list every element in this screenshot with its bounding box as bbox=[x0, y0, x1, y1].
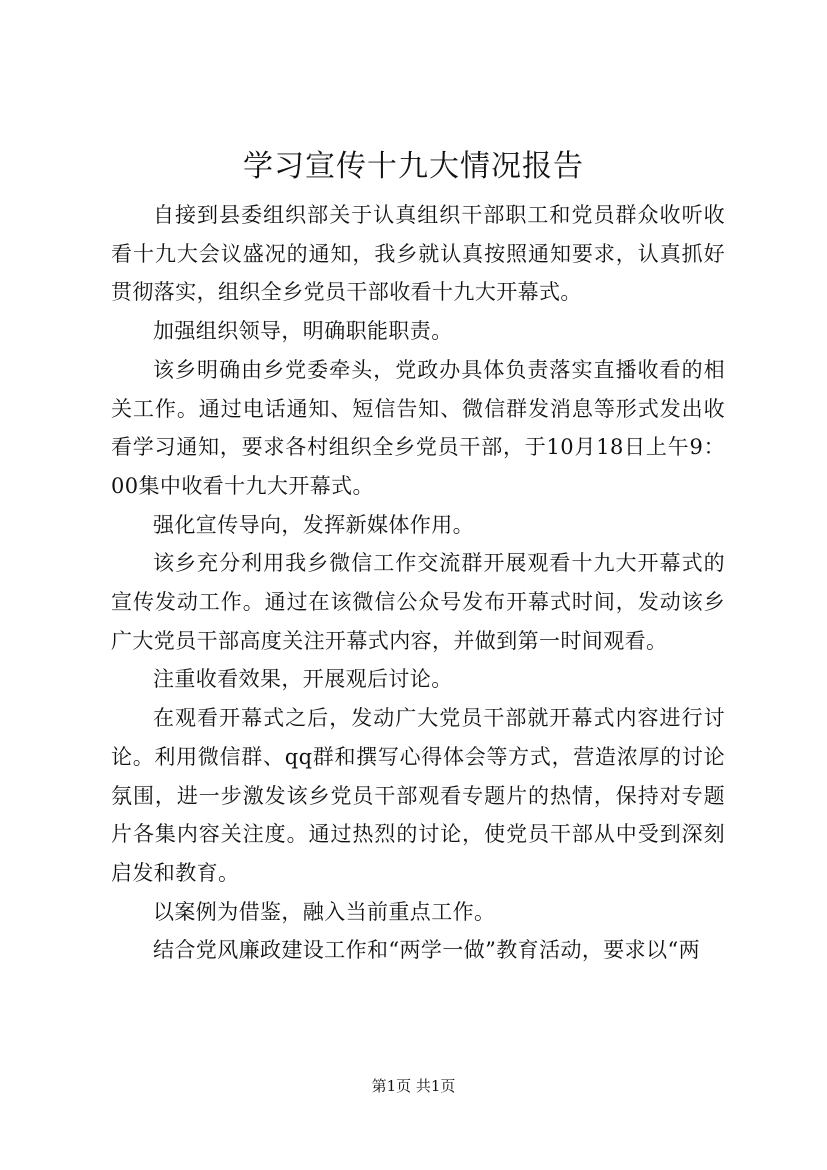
paragraph-5: 结合党风廉政建设工作和“两学一做”教育活动，要求以“两 bbox=[153, 938, 701, 963]
section-heading-2: 强化宣传导向，发挥新媒体作用。 bbox=[153, 512, 474, 537]
section-heading-4: 以案例为借鉴，融入当前重点工作。 bbox=[153, 899, 496, 924]
document-title: 学习宣传十九大情况报告 bbox=[243, 149, 584, 184]
paragraph-4: 在观看开幕式之后，发动广大党员干部就开幕式内容进行讨论。利用微信群、qq群和撰写心得体会等方式，营造浓厚的讨论氛围，进一步激发该乡党员干部观看专题片的热情，保持对专题片各集内容关注度。通过热烈的讨论，使党员干部从中受到深刻启发和教育。 bbox=[111, 706, 725, 885]
paragraph-3: 该乡充分利用我乡微信工作交流群开展观看十九大开幕式的宣传发动工作。通过在该微信公众号发布开幕式时间，发动该乡广大党员干部高度关注开幕式内容，并做到第一时间观看。 bbox=[111, 551, 725, 653]
document-body bbox=[111, 196, 725, 970]
section-heading-1: 加强组织领导，明确职能职责。 bbox=[153, 319, 453, 344]
paragraph-2: 该乡明确由乡党委牵头，党政办具体负责落实直播收看的相关工作。通过电话通知、短信告知、微信群发消息等形式发出收看学习通知，要求各村组织全乡党员干部，于10月18日上午9：00集中收看十九大开幕式。 bbox=[111, 357, 725, 498]
page-footer: 第1页 共1页 bbox=[371, 1077, 456, 1095]
section-heading-3: 注重收看效果，开展观后讨论。 bbox=[153, 667, 453, 692]
paragraph-1: 自接到县委组织部关于认真组织干部职工和党员群众收听收看十九大会议盛况的通知，我乡就认真按照通知要求，认真抓好贯彻落实，组织全乡党员干部收看十九大开幕式。 bbox=[111, 203, 725, 305]
